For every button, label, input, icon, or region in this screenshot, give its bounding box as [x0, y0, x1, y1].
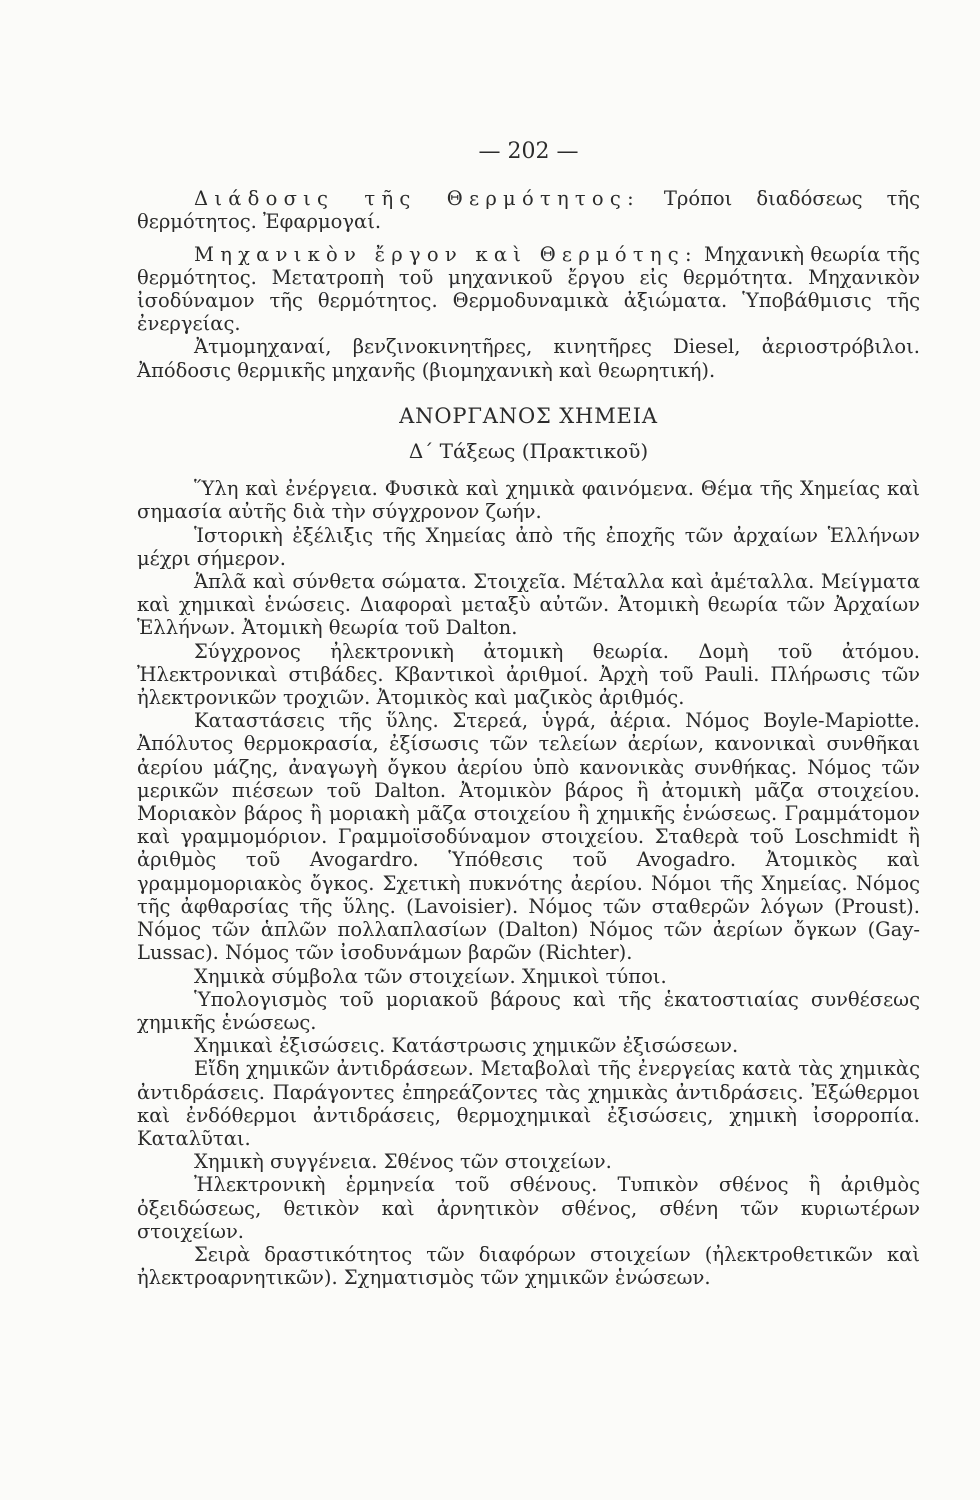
paragraph-engines: Ἀτμομηχαναί, βενζινοκινητῆρες, κινητῆρες Diesel, ἀεριοστρόβιλοι. Ἀπόδοσις θερμικῆς μηχανῆς (βιομηχανικὴ καὶ θεωρητική).	[137, 335, 920, 382]
paragraph: Σειρὰ δραστικότητος τῶν διαφόρων στοιχείων (ἠλεκτροθετικῶν καὶ ἠλεκτροαρνητικῶν). Σχηματισμὸς τῶν χημικῶν ἑνώσεων.	[137, 1242, 920, 1290]
paragraph: Ὕλη καὶ ἐνέργεια. Φυσικὰ καὶ χημικὰ φαινόμενα. Θέμα τῆς Χημείας καὶ σημασία αὐτῆς διὰ τὴν σύγχρονον ζωήν.	[137, 477, 920, 524]
paragraph: Ἱστορικὴ ἐξέλιξις τῆς Χημείας ἀπὸ τῆς ἐποχῆς τῶν ἀρχαίων Ἑλλήνων μέχρι σήμερον.	[137, 523, 920, 570]
page-number: — 202 —	[478, 139, 579, 164]
paragraph: Ὑπολογισμὸς τοῦ μοριακοῦ βάρους καὶ τῆς ἑκατοστιαίας συνθέσεως χημικῆς ἑνώσεως.	[137, 987, 920, 1034]
page-text	[137, 140, 920, 1289]
paragraph-text: Τρόποι διαδόσεως τῆς θερμότητος. Ἐφαρμογαί.	[137, 187, 920, 234]
chapter-title: ΑΝΟΡΓΑΝΟΣ ΧΗΜΕΙΑ	[399, 403, 658, 428]
paragraph: Χημικὴ συγγένεια. Σθένος τῶν στοιχείων.	[194, 1150, 612, 1174]
class-title: Δ΄ Τάξεως (Πρακτικοῦ)	[408, 439, 649, 464]
spaced-heading-mechanical-work: Μηχανικὸν ἔργον καὶ Θερμότης:	[194, 242, 698, 266]
paragraph: Σύγχρονος ἠλεκτρονικὴ ἀτομικὴ θεωρία. Δομὴ τοῦ ἀτόμου. Ἠλεκτρονικαὶ στιβάδες. Κβαντικοὶ ἀριθμοί. Ἀρχὴ τοῦ Pauli. Πλήρωσις τῶν ἠλεκτρονικῶν τροχιῶν. Ἀτομικὸς καὶ μαζικὸς ἀριθμός.	[137, 639, 920, 710]
paragraph: Ἠλεκτρονικὴ ἑρμηνεία τοῦ σθένους. Τυπικὸν σθένος ἢ ἀριθμὸς ὀξειδώσεως, θετικὸν καὶ ἀρνητικὸν σθένος, σθένη τῶν κυριωτέρων στοιχείων.	[137, 1173, 920, 1243]
paragraph: Χημικὰ σύμβολα τῶν στοιχείων. Χημικοὶ τύποι.	[194, 964, 667, 988]
paragraph: Εἴδη χημικῶν ἀντιδράσεων. Μεταβολαὶ τῆς ἐνεργείας κατὰ τὰς χημικὰς ἀντιδράσεις. Παράγοντες ἐπηρεάζοντες τὰς χημικὰς ἀντιδράσεις. Ἐξώθερμοι καὶ ἐνδόθερμοι ἀντιδράσεις, θερμοχημικαὶ ἐξισώσεις, χημικὴ ἰσορροπία. Καταλῦται.	[137, 1057, 920, 1150]
paragraph-text: Μηχανικὴ θεωρία τῆς θερμότητος. Μετατροπὴ τοῦ μηχανικοῦ ἔργου εἰς θερμότητα. Μηχανικὸν ἰσοδύναμον τῆς θερμότητος. Θερμοδυναμικὰ ἀξιώματα. Ὑποβάθμισις τῆς ἐνεργείας.	[137, 242, 920, 336]
paragraph: Χημικαὶ ἐξισώσεις. Κατάστρωσις χημικῶν ἐξισώσεων.	[194, 1034, 739, 1058]
paragraph: Καταστάσεις τῆς ὕλης. Στερεά, ὑγρά, ἀέρια. Νόμος Boyle-Mapiotte. Ἀπόλυτος θερμοκρασία, ἐξίσωσις τῶν τελείων ἀερίων, κανονικαὶ συνθῆκαι ἀερίου μάζης, ἀναγωγὴ ὄγκου ἀερίου ὑπὸ κανονικὰς συνθήκας. Νόμος τῶν μερικῶν πιέσεων τοῦ Dalton. Ἀτομικὸν βάρος ἢ ἀτομικὴ μᾶζα στοιχείου. Μοριακὸν βάρος ἢ μοριακὴ μᾶζα στοιχείου ἢ χημικῆς ἑνώσεως. Γραμμάτομον καὶ γραμμομόριον. Γραμμοϊσοδύναμον στοιχείου. Σταθερὰ τοῦ Loschmidt ἢ ἀριθμὸς τοῦ Avogardro. Ὑπόθεσις τοῦ Avogadro. Ἀτομικὸς καὶ γραμμομοριακὸς ὄγκος. Σχετικὴ πυκνότης ἀερίου. Νόμοι τῆς Χημείας. Νόμος τῆς ἀφθαρσίας τῆς ὕλης. (Lavoisier). Νόμος τῶν σταθερῶν λόγων (Proust). Νόμος τῶν ἁπλῶν πολλαπλασίων (Dalton) Νόμος τῶν ἀερίων ὄγκων (Gay-Lussac). Νόμος τῶν ἰσοδυνάμων βαρῶν (Richter).	[137, 709, 920, 965]
paragraph-mechanical-work	[137, 243, 920, 336]
spaced-heading-heat-transfer: Διάδοσις τῆς Θερμότητος:	[194, 187, 640, 211]
paragraph-heat-transfer	[137, 187, 920, 233]
paragraph: Ἁπλᾶ καὶ σύνθετα σώματα. Στοιχεῖα. Μέταλλα καὶ ἀμέταλλα. Μείγματα καὶ χημικαὶ ἑνώσεις. Διαφοραὶ μεταξὺ αὐτῶν. Ἀτομικὴ θεωρία τῶν Ἀρχαίων Ἑλλήνων. Ἀτομικὴ θεωρία τοῦ Dalton.	[137, 570, 920, 640]
